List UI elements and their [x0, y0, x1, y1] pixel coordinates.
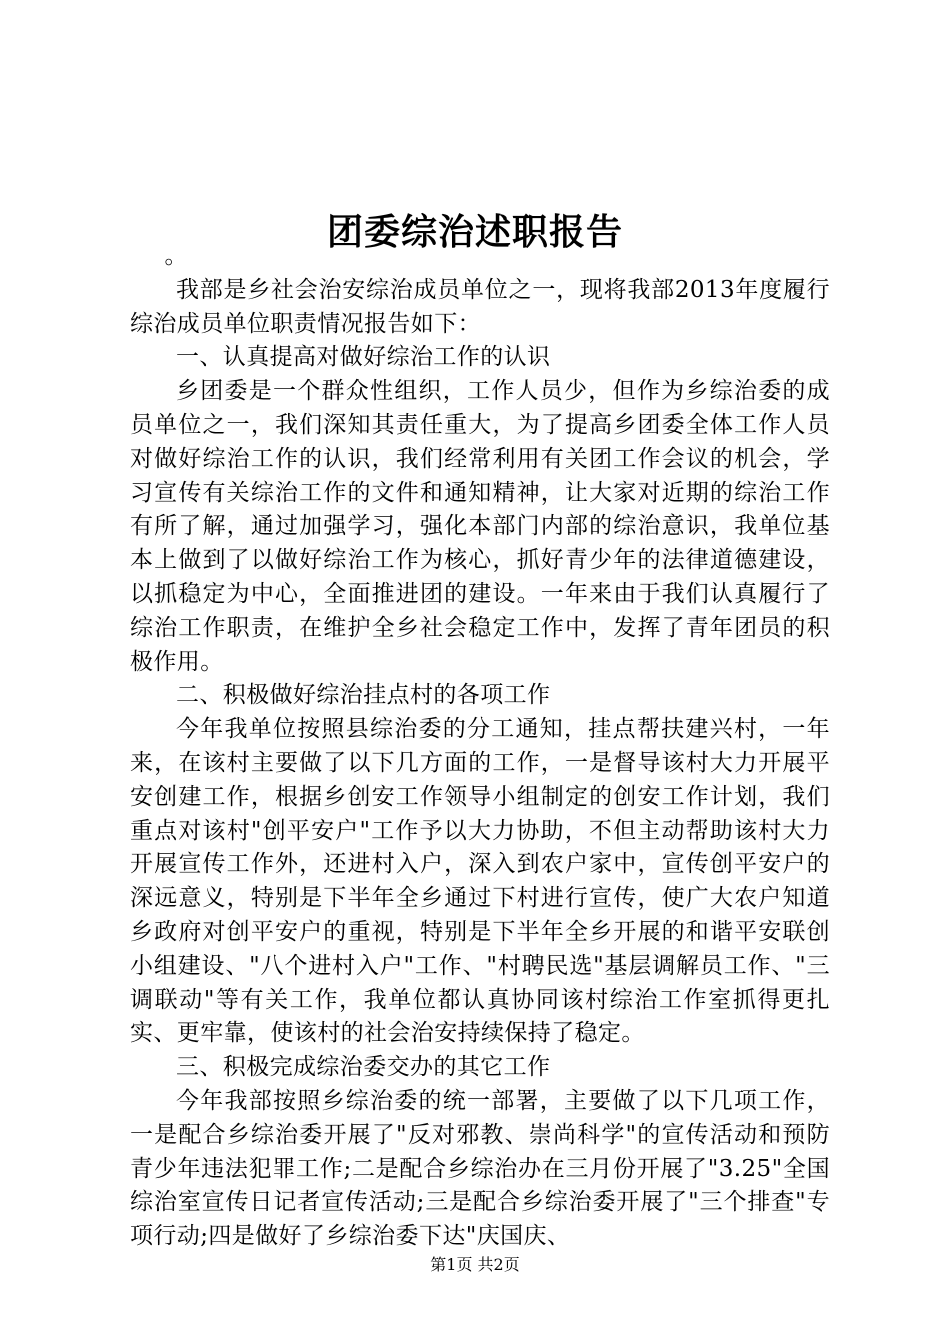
- paragraph: 我部是乡社会治安综治成员单位之一，现将我部2013年度履行综治成员单位职责情况报告如下：: [130, 276, 830, 337]
- document-title: 团委综治述职报告: [326, 211, 623, 254]
- section-heading: 二、积极做好综治挂点村的各项工作: [176, 682, 551, 709]
- page-footer: 第1页 共2页: [430, 1255, 520, 1274]
- document-body: [130, 240, 830, 1254]
- paragraph: 今年我部按照乡综治委的统一部署，主要做了以下几项工作，一是配合乡综治委开展了"反对邪教、崇尚科学"的宣传活动和预防青少年违法犯罪工作;二是配合乡综治办在三月份开展了"3.25"全国综治室宣传日记者宣传活动;三是配合乡综治委开展了"三个排查"专项行动;四是做好了乡综治委下达"庆国庆、: [130, 1087, 830, 1250]
- section-heading: 三、积极完成综治委交办的其它工作: [176, 1054, 551, 1081]
- paragraph: 今年我单位按照县综治委的分工通知，挂点帮扶建兴村，一年来，在该村主要做了以下几方面的工作，一是督导该村大力开展平安创建工作，根据乡创安工作领导小组制定的创安工作计划，我们重点对该村"创平安户"工作予以大力协助，不但主动帮助该村大力开展宣传工作外，还进村入户，深入到农户家中，宣传创平安户的深远意义，特别是下半年全乡通过下村进行宣传，使广大农户知道乡政府对创平安户的重视，特别是下半年全乡开展的和谐平安联创小组建设、"八个进村入户"工作、"村聘民选"基层调解员工作、"三调联动"等有关工作，我单位都认真协同该村综治工作室抓得更扎实、更牢靠，使该村的社会治安持续保持了稳定。: [130, 716, 830, 1047]
- paragraph: 。: [164, 243, 188, 269]
- paragraph: 乡团委是一个群众性组织，工作人员少，但作为乡综治委的成员单位之一，我们深知其责任重大，为了提高乡团委全体工作人员对做好综治工作的认识，我们经常利用有关团工作会议的机会，学习宣传有关综治工作的文件和通知精神，让大家对近期的综治工作有所了解，通过加强学习，强化本部门内部的综治意识，我单位基本上做到了以做好综治工作为核心，抓好青少年的法律道德建设，以抓稳定为中心，全面推进团的建设。一年来由于我们认真履行了综治工作职责，在维护全乡社会稳定工作中，发挥了青年团员的积极作用。: [130, 378, 830, 675]
- section-heading: 一、认真提高对做好综治工作的认识: [176, 344, 551, 371]
